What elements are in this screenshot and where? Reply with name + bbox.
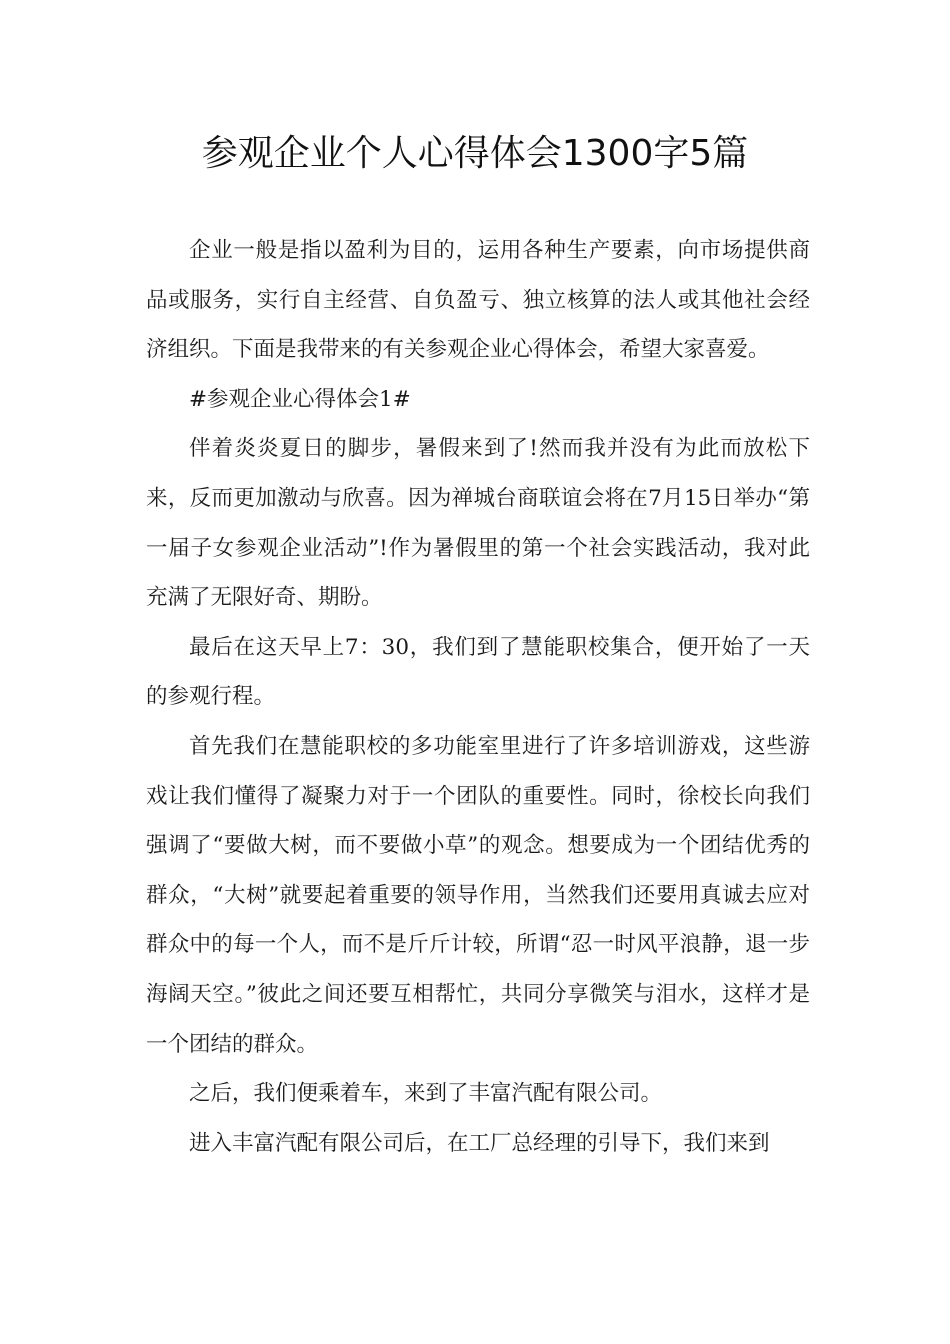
section-heading: #参观企业心得体会1# [189,386,411,412]
paragraph: 伴着炎炎夏日的脚步，暑假来到了!然而我并没有为此而放松下来，反而更加激动与欣喜。因为禅城台商联谊会将在7月15日举办“第一届子女参观企业活动”!作为暑假里的第一个社会实践活动，我对此充满了无限好奇、期盼。 [146,436,810,611]
document-title: 参观企业个人心得体会1300字5篇 [201,133,749,174]
document-body [146,226,810,1168]
paragraph: 进入丰富汽配有限公司后，在工厂总经理的引导下，我们来到 [189,1130,770,1156]
paragraph: 最后在这天早上7：30，我们到了慧能职校集合，便开始了一天的参观行程。 [146,634,810,710]
paragraph: 之后，我们便乘着车，来到了丰富汽配有限公司。 [189,1081,663,1107]
paragraph: 首先我们在慧能职校的多功能室里进行了许多培训游戏，这些游戏让我们懂得了凝聚力对于一个团队的重要性。同时，徐校长向我们强调了“要做大树，而不要做小草”的观念。想要成为一个团结优秀的群众，“大树”就要起着重要的领导作用，当然我们还要用真诚去应对群众中的每一个人，而不是斤斤计较，所谓“忍一时风平浪静，退一步海阔天空。”彼此之间还要互相帮忙，共同分享微笑与泪水，这样才是一个团结的群众。 [146,733,810,1057]
paragraph-intro: 企业一般是指以盈利为目的，运用各种生产要素，向市场提供商品或服务，实行自主经营、自负盈亏、独立核算的法人或其他社会经济组织。下面是我带来的有关参观企业心得体会，希望大家喜爱。 [146,238,810,363]
